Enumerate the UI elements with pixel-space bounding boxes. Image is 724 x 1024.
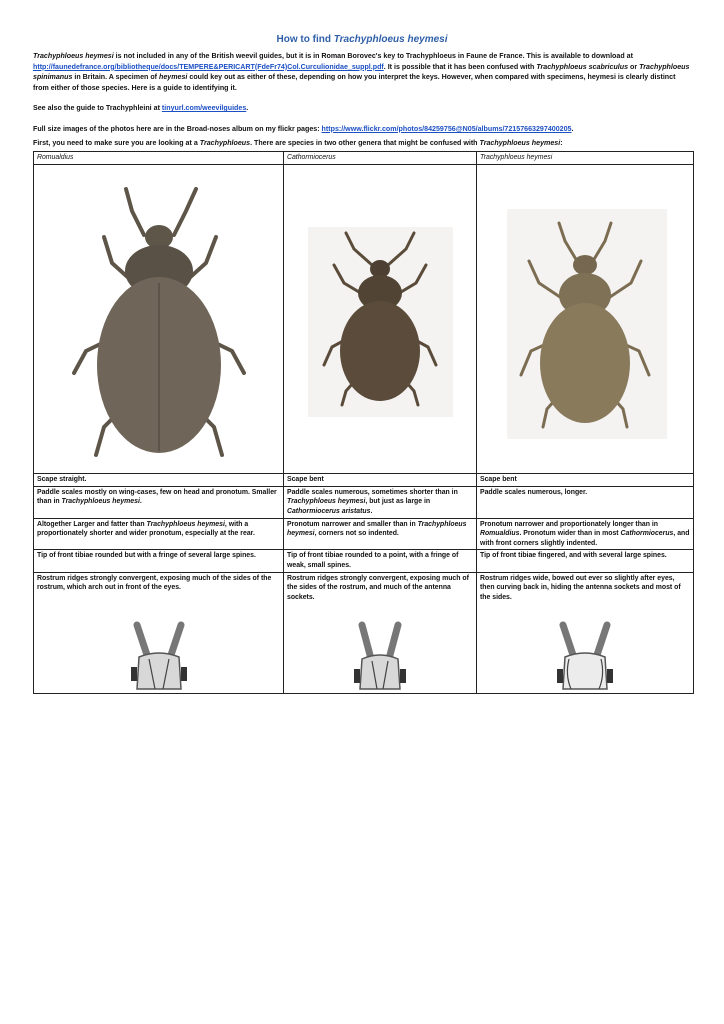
header-cathormiocerus: Cathormiocerus xyxy=(284,152,477,165)
tibiae-row xyxy=(34,550,694,572)
tibiae-heymesi: Tip of front tibiae fingered, and with several large spines. xyxy=(477,550,694,572)
scape-cathormiocerus: Scape bent xyxy=(284,474,477,487)
cathormiocerus-beetle-image xyxy=(284,165,477,473)
intro-paragraph: Trachyphloeus heymesi is not included in any of the British weevil guides, but it is in Roman Borovec's key to Trachyphloeus in Faune de France. This is available to download at http://faunedefrance.org/bibliotheque/docs/TEMPERE&PERICART(FdeFr74)Col.Curculionidae_suppl.pdf. It is possible that it has been confused with Trachyphloeus scabriculus or Trachyphloeus spinimanus in Britain. A specimen of heymesi could key out as either of these, depending on how you interpret the keys. However, when compared with specimens, heymesi is clearly distinct from either of those species. Here is a guide to identifying it. xyxy=(33,52,690,92)
header-heymesi: Trachyphloeus heymesi xyxy=(477,152,694,165)
rostrum-diagram-romualdius-icon xyxy=(119,615,199,691)
heymesi-beetle-image xyxy=(477,165,694,473)
see-also-paragraph: See also the guide to Trachyphleini at tinyurl.com/weevilguides. xyxy=(33,104,249,113)
romualdius-beetle-image xyxy=(34,165,284,473)
flickr-album-link[interactable]: https://www.flickr.com/photos/84259756@N05/albums/72157663297400205 xyxy=(321,124,572,133)
header-romualdius: Romualdius xyxy=(34,152,284,165)
scales-cathormiocerus: Paddle scales numerous, sometimes shorter than in Trachyphloeus heymesi, but just as large in Cathormiocerus aristatus. xyxy=(284,486,477,518)
photo-romualdius xyxy=(34,165,284,474)
rostrum-cathormiocerus: Rostrum ridges strongly convergent, exposing much of the sides of the rostrum, and much of the antenna sockets. xyxy=(284,572,477,693)
scales-heymesi: Paddle scales numerous, longer. xyxy=(477,486,694,518)
flickr-paragraph: Full size images of the photos here are in the Broad-noses album on my flickr pages: https://www.flickr.com/photos/84259756@N05/albums/72157663297400205. xyxy=(33,124,574,133)
scape-row xyxy=(34,474,694,487)
weevil-guides-link[interactable]: tinyurl.com/weevilguides xyxy=(161,104,247,113)
rostrum-row xyxy=(34,572,694,693)
scape-heymesi: Scape bent xyxy=(477,474,694,487)
scales-romualdius: Paddle scales mostly on wing-cases, few on head and pronotum. Smaller than in Trachyphloeus heymesi. xyxy=(34,486,284,518)
shape-cathormiocerus: Pronotum narrower and smaller than in Trachyphloeus heymesi, corners not so indented. xyxy=(284,518,477,550)
shape-romualdius: Altogether Larger and fatter than Trachyphloeus heymesi, with a proportionately shorter and wider pronotum, especially at the rear. xyxy=(34,518,284,550)
shape-row xyxy=(34,518,694,550)
faune-de-france-link[interactable]: http://faunedefrance.org/bibliotheque/docs/TEMPERE&PERICART(FdeFr74)Col.Curculionidae_suppl.pdf xyxy=(33,62,384,71)
photo-row xyxy=(34,165,694,474)
rostrum-diagram-heymesi-icon xyxy=(545,615,625,691)
photo-cathormiocerus xyxy=(284,165,477,474)
scape-romualdius: Scape straight. xyxy=(34,474,284,487)
photo-heymesi xyxy=(477,165,694,474)
document-page xyxy=(33,34,691,694)
first-paragraph: First, you need to make sure you are looking at a Trachyphloeus. There are species in two other genera that might be confused with Trachyphloeus heymesi: xyxy=(33,138,563,147)
scales-row xyxy=(34,486,694,518)
tibiae-romualdius: Tip of front tibiae rounded but with a fringe of several large spines. xyxy=(34,550,284,572)
page-title: How to find Trachyphloeus heymesi xyxy=(276,34,448,45)
tibiae-cathormiocerus: Tip of front tibiae rounded to a point, with a fringe of weak, small spines. xyxy=(284,550,477,572)
rostrum-romualdius: Rostrum ridges strongly convergent, exposing much of the sides of the rostrum, which arch out in front of the eyes. xyxy=(34,572,284,693)
comparison-table xyxy=(33,151,694,693)
shape-heymesi: Pronotum narrower and proportionately longer than in Romualdius. Pronotum wider than in most Cathormiocerus, and with front corners slightly indented. xyxy=(477,518,694,550)
table-header-row xyxy=(34,152,694,165)
rostrum-heymesi: Rostrum ridges wide, bowed out ever so slightly after eyes, then curving back in, hiding the antenna sockets and most of the sides. xyxy=(477,572,694,693)
rostrum-diagram-cathormiocerus-icon xyxy=(340,615,420,691)
